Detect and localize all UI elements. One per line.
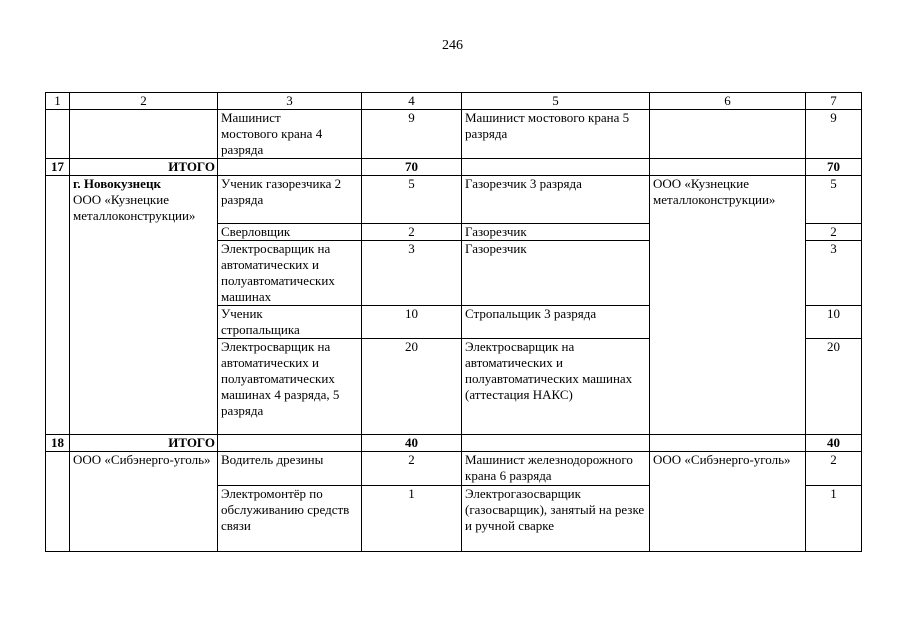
qualification-cell: Стропальщик 3 разряда xyxy=(462,306,650,339)
qualification-cell: Газорезчик xyxy=(462,241,650,306)
header-cell: 2 xyxy=(70,93,218,110)
itogo-label: ИТОГО xyxy=(70,435,218,452)
city-name: г. Новокузнецк xyxy=(73,176,161,191)
total-cell: 9 xyxy=(806,110,862,159)
count-cell: 3 xyxy=(362,241,462,306)
itogo-label: ИТОГО xyxy=(70,159,218,176)
row-number: 17 xyxy=(46,159,70,176)
table-row xyxy=(46,176,862,224)
training-table xyxy=(45,92,862,552)
count-cell: 5 xyxy=(362,176,462,224)
count-cell: 2 xyxy=(362,224,462,241)
total-cell: 1 xyxy=(806,486,862,552)
total-cell: 10 xyxy=(806,306,862,339)
qualification-cell: Электрогазосварщик (газосварщик), занятый на резке и ручной сварке xyxy=(462,486,650,552)
itogo-total: 70 xyxy=(806,159,862,176)
count-cell: 10 xyxy=(362,306,462,339)
itogo-row xyxy=(46,435,862,452)
organization-cell xyxy=(70,176,218,435)
profession-cell: Машинист мостового крана 4 разряда xyxy=(218,110,362,159)
itogo-sum: 40 xyxy=(362,435,462,452)
employer-cell: ООО «Сибэнерго-уголь» xyxy=(650,452,806,552)
qualification-cell: Газорезчик 3 разряда xyxy=(462,176,650,224)
row-number: 18 xyxy=(46,435,70,452)
page-number: 246 xyxy=(442,38,463,53)
count-cell: 2 xyxy=(362,452,462,486)
total-cell: 3 xyxy=(806,241,862,306)
total-cell: 2 xyxy=(806,452,862,486)
profession-cell: Сверловщик xyxy=(218,224,362,241)
profession-cell: Электромонтёр по обслуживанию средств связи xyxy=(218,486,362,552)
profession-cell: Электросварщик на автоматических и полуавтоматических машинах 4 разряда, 5 разряда xyxy=(218,339,362,435)
header-cell: 3 xyxy=(218,93,362,110)
header-cell: 4 xyxy=(362,93,462,110)
profession-cell: Ученик газорезчика 2 разряда xyxy=(218,176,362,224)
header-cell: 1 xyxy=(46,93,70,110)
count-cell: 1 xyxy=(362,486,462,552)
organization-name: ООО «Сибэнерго-уголь» xyxy=(70,452,218,552)
itogo-total: 40 xyxy=(806,435,862,452)
profession-cell: Электросварщик на автоматических и полуавтоматических машинах xyxy=(218,241,362,306)
header-cell: 6 xyxy=(650,93,806,110)
count-cell: 20 xyxy=(362,339,462,435)
count-cell: 9 xyxy=(362,110,462,159)
employer-cell: ООО «Кузнецкие металлоконструкции» xyxy=(650,176,806,435)
qualification-cell: Машинист мостового крана 5 разряда xyxy=(462,110,650,159)
organization-name: ООО «Кузнецкие металлоконструкции» xyxy=(73,192,196,223)
qualification-cell: Электросварщик на автоматических и полуавтоматических машинах (аттестация НАКС) xyxy=(462,339,650,435)
header-row xyxy=(46,93,862,110)
itogo-row xyxy=(46,159,862,176)
profession-cell: Водитель дрезины xyxy=(218,452,362,486)
table-row xyxy=(46,452,862,486)
header-cell: 5 xyxy=(462,93,650,110)
table-row xyxy=(46,110,862,159)
total-cell: 5 xyxy=(806,176,862,224)
qualification-cell: Машинист железнодорожного крана 6 разряда xyxy=(462,452,650,486)
total-cell: 2 xyxy=(806,224,862,241)
itogo-sum: 70 xyxy=(362,159,462,176)
qualification-cell: Газорезчик xyxy=(462,224,650,241)
header-cell: 7 xyxy=(806,93,862,110)
profession-cell: Ученик стропальщика xyxy=(218,306,362,339)
total-cell: 20 xyxy=(806,339,862,435)
